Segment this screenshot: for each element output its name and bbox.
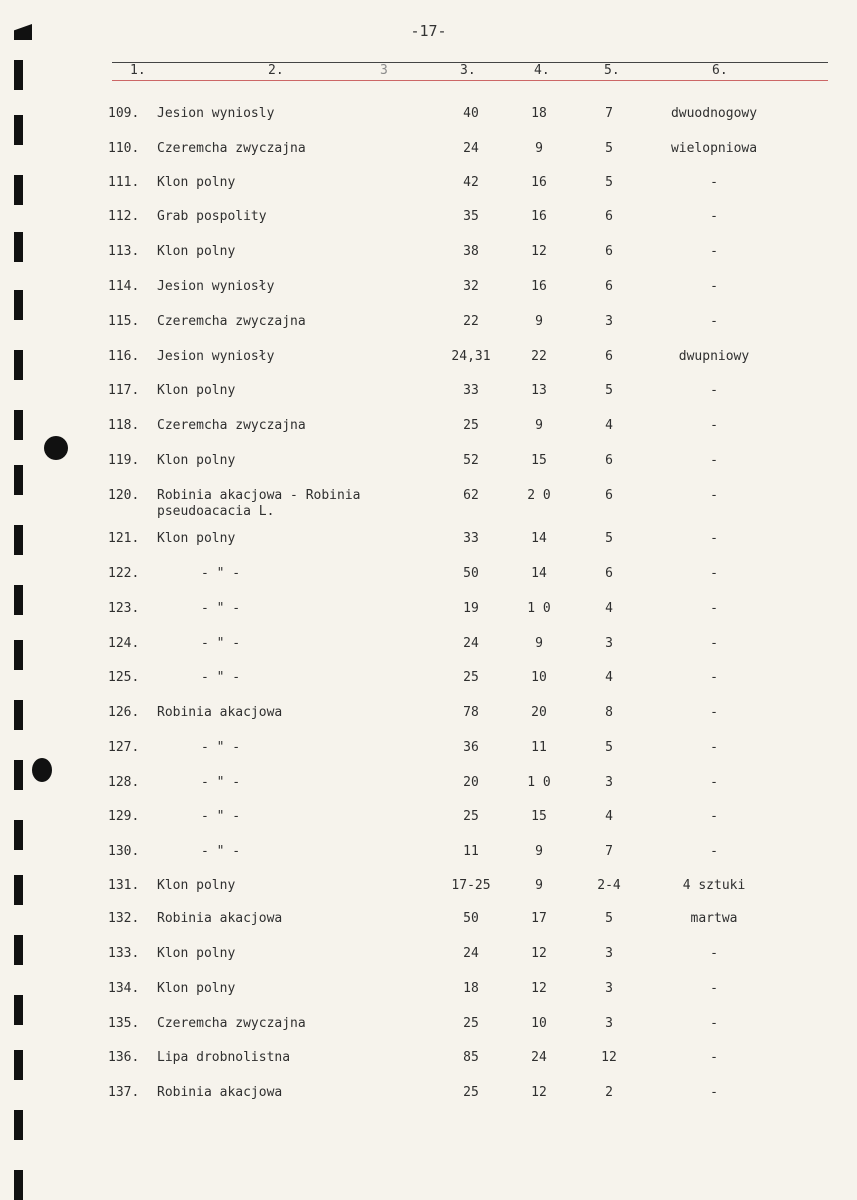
binding-mark: [14, 1170, 23, 1200]
col-4-value: 13: [531, 383, 547, 398]
col-5-value: 4: [605, 418, 613, 433]
col-6-value: -: [710, 601, 718, 616]
col-4-value: 9: [535, 636, 543, 651]
col-3-value: 62: [463, 488, 479, 503]
col-6-value: -: [710, 531, 718, 546]
col-4-value: 14: [531, 531, 547, 546]
table-row: [0, 106, 857, 128]
page-number: -17-: [410, 22, 447, 40]
col-3-value: 25: [463, 1016, 479, 1031]
table-row: [0, 946, 857, 968]
col-5-value: 6: [605, 566, 613, 581]
col-6-value: -: [710, 566, 718, 581]
col-6-value: -: [710, 1050, 718, 1065]
row-number: 111.: [108, 175, 140, 190]
col-6-value: -: [710, 418, 718, 433]
col-6-value: -: [710, 244, 718, 259]
col-3-value: 17-25: [451, 878, 491, 893]
col-3-value: 24: [463, 946, 479, 961]
row-number: 116.: [108, 349, 140, 364]
col-5-value: 3: [605, 775, 613, 790]
table-row: [0, 566, 857, 588]
col-4-value: 9: [535, 844, 543, 859]
col-5-value: 8: [605, 705, 613, 720]
species-name: Klon polny: [157, 531, 236, 546]
col-6-value: -: [710, 670, 718, 685]
col-6-value: -: [710, 636, 718, 651]
col-5-value: 3: [605, 314, 613, 329]
col-3-value: 20: [463, 775, 479, 790]
col-6-value: -: [710, 809, 718, 824]
species-name: Czeremcha zwyczajna: [157, 418, 306, 433]
table-row: [0, 175, 857, 197]
col-5-value: 5: [605, 740, 613, 755]
col-4-value: 1 0: [527, 775, 551, 790]
species-name: - " -: [201, 566, 241, 581]
row-number: 110.: [108, 141, 140, 156]
col-6-value: -: [710, 314, 718, 329]
species-name: Czeremcha zwyczajna: [157, 141, 306, 156]
col-3-value: 11: [463, 844, 479, 859]
row-number: 109.: [108, 106, 140, 121]
species-name: Klon polny: [157, 946, 236, 961]
species-name: Robinia akacjowa: [157, 911, 283, 926]
row-number: 127.: [108, 740, 140, 755]
col-4-value: 16: [531, 209, 547, 224]
col-3-value: 50: [463, 911, 479, 926]
table-row: [0, 209, 857, 231]
col-6-value: -: [710, 453, 718, 468]
col-3-value: 35: [463, 209, 479, 224]
col-6-value: wielopniowa: [670, 141, 758, 156]
row-number: 124.: [108, 636, 140, 651]
col-4-value: 12: [531, 946, 547, 961]
header-col-4: 4.: [534, 63, 550, 78]
col-5-value: 6: [605, 349, 613, 364]
species-name: - " -: [201, 809, 241, 824]
col-3-value: 32: [463, 279, 479, 294]
col-3-value: 19: [463, 601, 479, 616]
table-row: [0, 453, 857, 475]
col-4-value: 12: [531, 1085, 547, 1100]
species-name: Klon polny: [157, 453, 236, 468]
col-5-value: 5: [605, 383, 613, 398]
col-4-value: 11: [531, 740, 547, 755]
species-name: Grab pospolity: [157, 209, 267, 224]
header-col-5: 5.: [604, 63, 620, 78]
col-6-value: dwupniowy: [678, 349, 750, 364]
col-6-value: -: [710, 946, 718, 961]
col-5-value: 5: [605, 141, 613, 156]
species-name: - " -: [201, 844, 241, 859]
col-6-value: dwuodnogowy: [670, 106, 758, 121]
species-name: - " -: [201, 740, 241, 755]
row-number: 137.: [108, 1085, 140, 1100]
col-4-value: 24: [531, 1050, 547, 1065]
col-4-value: 12: [531, 244, 547, 259]
col-6-value: -: [710, 383, 718, 398]
header-col-2: 2.: [268, 63, 284, 78]
col-4-value: 1 0: [527, 601, 551, 616]
species-name: Jesion wyniosły: [157, 349, 275, 364]
col-4-value: 22: [531, 349, 547, 364]
col-5-value: 3: [605, 636, 613, 651]
species-name: Czeremcha zwyczajna: [157, 1016, 306, 1031]
species-name: Klon polny: [157, 244, 236, 259]
col-4-value: 18: [531, 106, 547, 121]
col-5-value: 6: [605, 453, 613, 468]
col-3-value: 33: [463, 383, 479, 398]
species-name: Robinia akacjowa - Robinia pseudoacacia L.: [157, 488, 361, 519]
col-4-value: 14: [531, 566, 547, 581]
col-3-value: 36: [463, 740, 479, 755]
table-row: [0, 601, 857, 623]
table-row: [0, 809, 857, 831]
row-number: 120.: [108, 488, 140, 503]
table-row: [0, 1085, 857, 1107]
col-3-value: 18: [463, 981, 479, 996]
col-4-value: 15: [531, 809, 547, 824]
col-3-value: 25: [463, 418, 479, 433]
row-number: 133.: [108, 946, 140, 961]
col-5-value: 7: [605, 106, 613, 121]
col-5-value: 4: [605, 670, 613, 685]
col-3-value: 24: [463, 636, 479, 651]
col-6-value: -: [710, 1016, 718, 1031]
table-row: [0, 705, 857, 727]
species-name: Jesion wyniosly: [157, 106, 275, 121]
col-5-value: 3: [605, 981, 613, 996]
col-4-value: 10: [531, 1016, 547, 1031]
col-6-value: -: [710, 705, 718, 720]
row-number: 136.: [108, 1050, 140, 1065]
col-5-value: 5: [605, 911, 613, 926]
col-6-value: 4 sztuki: [682, 878, 746, 893]
row-number: 128.: [108, 775, 140, 790]
col-5-value: 6: [605, 209, 613, 224]
col-5-value: 2-4: [597, 878, 621, 893]
species-name: Jesion wyniosły: [157, 279, 275, 294]
col-4-value: 9: [535, 314, 543, 329]
table-row: [0, 141, 857, 163]
col-3-value: 38: [463, 244, 479, 259]
table-row: [0, 911, 857, 933]
row-number: 119.: [108, 453, 140, 468]
species-name: Robinia akacjowa: [157, 1085, 283, 1100]
col-5-value: 3: [605, 1016, 613, 1031]
col-5-value: 6: [605, 244, 613, 259]
species-name: Lipa drobnolistna: [157, 1050, 291, 1065]
col-3-value: 78: [463, 705, 479, 720]
col-6-value: -: [710, 209, 718, 224]
table-row: [0, 1050, 857, 1072]
col-3-value: 52: [463, 453, 479, 468]
col-6-value: -: [710, 981, 718, 996]
species-name: Klon polny: [157, 383, 236, 398]
row-number: 118.: [108, 418, 140, 433]
row-number: 123.: [108, 601, 140, 616]
col-3-value: 50: [463, 566, 479, 581]
col-6-value: -: [710, 740, 718, 755]
row-number: 132.: [108, 911, 140, 926]
species-name: - " -: [201, 636, 241, 651]
row-number: 135.: [108, 1016, 140, 1031]
row-number: 117.: [108, 383, 140, 398]
table-row: [0, 844, 857, 866]
col-4-value: 9: [535, 418, 543, 433]
col-3-value: 42: [463, 175, 479, 190]
col-5-value: 5: [605, 531, 613, 546]
table-row: [0, 349, 857, 371]
col-6-value: -: [710, 175, 718, 190]
col-3-value: 25: [463, 1085, 479, 1100]
row-number: 126.: [108, 705, 140, 720]
header-col-3: 3.: [460, 63, 476, 78]
table-row: [0, 878, 857, 900]
row-number: 114.: [108, 279, 140, 294]
col-4-value: 2 0: [527, 488, 551, 503]
binding-mark: [14, 60, 23, 90]
col-3-value: 25: [463, 809, 479, 824]
header-col-2b: 3: [380, 63, 388, 78]
header-rule-bottom: [112, 80, 828, 81]
col-5-value: 2: [605, 1085, 613, 1100]
col-6-value: -: [710, 279, 718, 294]
col-3-value: 33: [463, 531, 479, 546]
binding-mark: [14, 1110, 23, 1140]
col-4-value: 9: [535, 141, 543, 156]
header-col-1: 1.: [130, 63, 146, 78]
col-3-value: 85: [463, 1050, 479, 1065]
species-name: Klon polny: [157, 981, 236, 996]
row-number: 113.: [108, 244, 140, 259]
col-3-value: 24: [463, 141, 479, 156]
table-row: [0, 1016, 857, 1038]
species-name: - " -: [201, 601, 241, 616]
row-number: 129.: [108, 809, 140, 824]
table-row: [0, 244, 857, 266]
col-6-value: -: [710, 1085, 718, 1100]
table-row: [0, 531, 857, 553]
col-4-value: 16: [531, 279, 547, 294]
col-5-value: 3: [605, 946, 613, 961]
species-name: Klon polny: [157, 175, 236, 190]
col-3-value: 24,31: [451, 349, 491, 364]
species-name: Robinia akacjowa: [157, 705, 283, 720]
col-6-value: -: [710, 488, 718, 503]
col-3-value: 25: [463, 670, 479, 685]
table-row: [0, 314, 857, 336]
row-number: 121.: [108, 531, 140, 546]
col-4-value: 12: [531, 981, 547, 996]
col-5-value: 5: [605, 175, 613, 190]
col-5-value: 4: [605, 601, 613, 616]
table-row: [0, 670, 857, 692]
table-row: [0, 279, 857, 301]
table-row: [0, 636, 857, 658]
col-4-value: 17: [531, 911, 547, 926]
col-4-value: 20: [531, 705, 547, 720]
header-col-6: 6.: [712, 63, 728, 78]
col-5-value: 7: [605, 844, 613, 859]
table-row: [0, 981, 857, 1003]
table-row: [0, 418, 857, 440]
table-row: [0, 775, 857, 797]
col-6-value: -: [710, 844, 718, 859]
col-4-value: 15: [531, 453, 547, 468]
row-number: 125.: [108, 670, 140, 685]
row-number: 134.: [108, 981, 140, 996]
col-5-value: 4: [605, 809, 613, 824]
species-name: Klon polny: [157, 878, 236, 893]
table-row: [0, 383, 857, 405]
col-4-value: 9: [535, 878, 543, 893]
row-number: 115.: [108, 314, 140, 329]
species-name: - " -: [201, 670, 241, 685]
col-6-value: martwa: [690, 911, 738, 926]
row-number: 122.: [108, 566, 140, 581]
row-number: 130.: [108, 844, 140, 859]
row-number: 112.: [108, 209, 140, 224]
col-3-value: 22: [463, 314, 479, 329]
species-name: - " -: [201, 775, 241, 790]
col-4-value: 10: [531, 670, 547, 685]
col-3-value: 40: [463, 106, 479, 121]
row-number: 131.: [108, 878, 140, 893]
col-5-value: 6: [605, 279, 613, 294]
table-row: [0, 488, 857, 519]
table-row: [0, 740, 857, 762]
col-4-value: 16: [531, 175, 547, 190]
col-5-value: 6: [605, 488, 613, 503]
col-6-value: -: [710, 775, 718, 790]
species-name: Czeremcha zwyczajna: [157, 314, 306, 329]
col-5-value: 12: [601, 1050, 617, 1065]
